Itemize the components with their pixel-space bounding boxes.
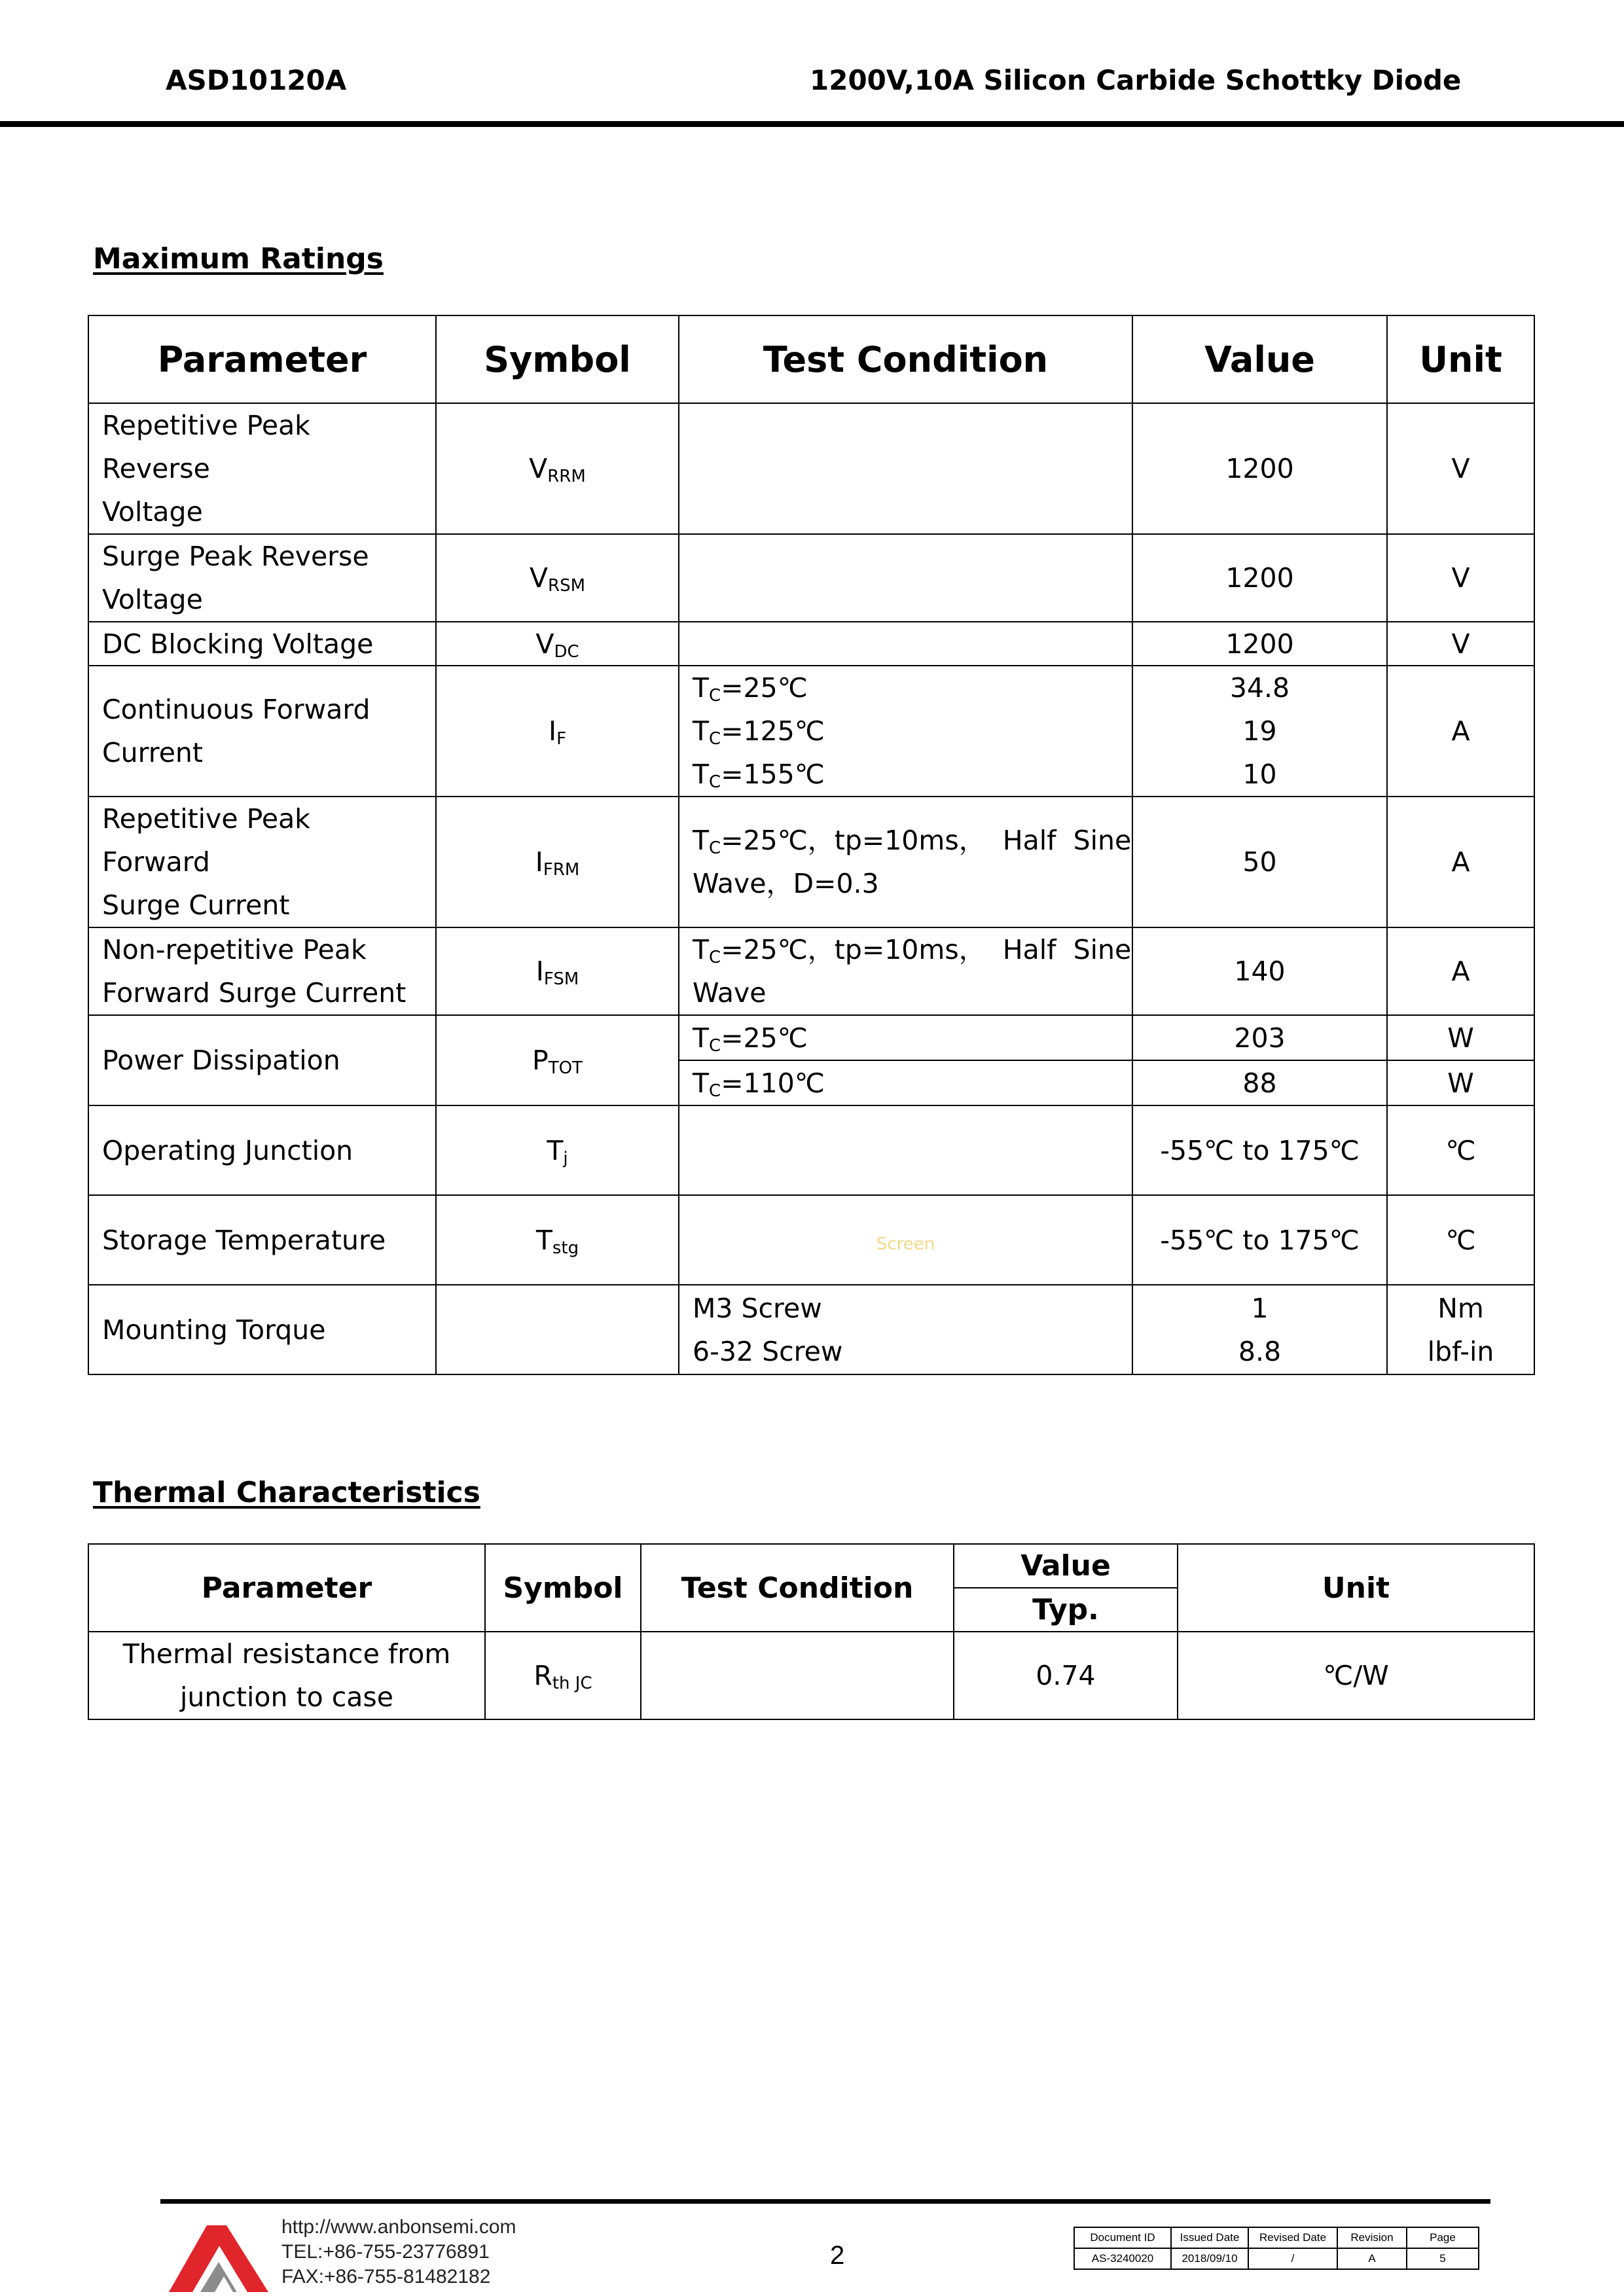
- symbol-cell: $I_F$: [436, 666, 679, 797]
- doc-header-issued: Issued Date: [1171, 2227, 1248, 2248]
- col-header-value: Value: [954, 1544, 1178, 1588]
- doc-revision: A: [1337, 2248, 1407, 2269]
- value-cell: -55℃ to 175℃: [1132, 1195, 1387, 1285]
- doc-header-row: [1074, 2227, 1479, 2248]
- param-cell: Repetitive Peak Reverse Voltage: [88, 403, 436, 534]
- page-number: 2: [830, 2241, 845, 2270]
- symbol-cell: $V_{DC}$: [436, 622, 679, 666]
- table-header-row: [88, 315, 1534, 403]
- value-cell: 1200: [1132, 534, 1387, 622]
- param-cell: Storage Temperature: [88, 1195, 436, 1285]
- table-header-row: [88, 1544, 1534, 1588]
- col-header-value: Value: [1132, 315, 1387, 403]
- param-cell: Power Dissipation: [88, 1015, 436, 1105]
- table-row: [88, 534, 1534, 622]
- param-cell: Repetitive Peak Forward Surge Current: [88, 797, 436, 927]
- unit-cell: A: [1387, 927, 1534, 1015]
- unit-cell: W: [1387, 1060, 1534, 1105]
- value-cell: 0.74: [954, 1632, 1178, 1719]
- symbol-cell: [436, 1285, 679, 1374]
- symbol-cell: $V_{RSM}$: [436, 534, 679, 622]
- table-row: [88, 927, 1534, 1015]
- phone-number: TEL:+86-755-23776891: [281, 2241, 490, 2263]
- unit-cell: ℃/W: [1178, 1632, 1534, 1719]
- param-cell: Operating Junction: [88, 1105, 436, 1195]
- col-header-unit: Unit: [1387, 315, 1534, 403]
- max-ratings-table: [88, 315, 1535, 1375]
- value-cell: 203: [1132, 1015, 1387, 1060]
- symbol-cell: $I_{FSM}$: [436, 927, 679, 1015]
- table-row: [88, 1015, 1534, 1060]
- document-title: 1200V,10A Silicon Carbide Schottky Diode: [810, 64, 1462, 96]
- doc-header-revision: Revision: [1337, 2227, 1407, 2248]
- condition-cell: [679, 403, 1132, 534]
- header-rule: [0, 121, 1624, 127]
- param-cell: Mounting Torque: [88, 1285, 436, 1374]
- table-row: [88, 797, 1534, 927]
- doc-revised-date: /: [1248, 2248, 1337, 2269]
- doc-value-row: [1074, 2248, 1479, 2269]
- footer-rule: [160, 2199, 1490, 2204]
- condition-cell: [641, 1632, 954, 1719]
- doc-issued-date: 2018/09/10: [1171, 2248, 1248, 2269]
- unit-cell: ℃: [1387, 1105, 1534, 1195]
- doc-id: AS-3240020: [1074, 2248, 1171, 2269]
- max-ratings-title: Maximum Ratings: [93, 242, 384, 276]
- col-header-symbol: Symbol: [485, 1544, 641, 1632]
- unit-cell: A: [1387, 666, 1534, 797]
- condition-cell: M3 Screw 6-32 Screw: [679, 1285, 1132, 1374]
- value-cell: 1200: [1132, 403, 1387, 534]
- unit-cell: A: [1387, 797, 1534, 927]
- unit-cell: V: [1387, 534, 1534, 622]
- col-header-symbol: Symbol: [436, 315, 679, 403]
- document-info-table: [1074, 2227, 1479, 2270]
- condition-cell: [679, 1105, 1132, 1195]
- table-row: [88, 1632, 1534, 1719]
- col-header-unit: Unit: [1178, 1544, 1534, 1632]
- condition-cell: $T_C=25℃$: [679, 1015, 1132, 1060]
- doc-page-count: 5: [1407, 2248, 1479, 2269]
- website-link[interactable]: http://www.anbonsemi.com: [281, 2216, 516, 2238]
- condition-cell: [679, 622, 1132, 666]
- value-cell: -55℃ to 175℃: [1132, 1105, 1387, 1195]
- table-row: [88, 1195, 1534, 1285]
- value-cell: 88: [1132, 1060, 1387, 1105]
- doc-header-id: Document ID: [1074, 2227, 1171, 2248]
- condition-cell: $T_C=110℃$: [679, 1060, 1132, 1105]
- col-header-parameter: Parameter: [88, 315, 436, 403]
- unit-cell: V: [1387, 403, 1534, 534]
- col-header-typ: Typ.: [954, 1588, 1178, 1632]
- value-cell: 1200: [1132, 622, 1387, 666]
- unit-cell: W: [1387, 1015, 1534, 1060]
- value-cell: 140: [1132, 927, 1387, 1015]
- unit-cell: ℃: [1387, 1195, 1534, 1285]
- unit-cell: V: [1387, 622, 1534, 666]
- condition-cell: $T_C=25℃$ $T_C=125℃$ $T_C=155℃$: [679, 666, 1132, 797]
- symbol-cell: $T_{stg}$: [436, 1195, 679, 1285]
- thermal-title: Thermal Characteristics: [93, 1476, 480, 1509]
- param-cell: Thermal resistance from junction to case: [88, 1632, 485, 1719]
- value-cell: 50: [1132, 797, 1387, 927]
- company-logo: [169, 2219, 268, 2292]
- table-row: [88, 1105, 1534, 1195]
- symbol-cell: $R_{th JC}$: [485, 1632, 641, 1719]
- value-cell: 34.8 19 10: [1132, 666, 1387, 797]
- condition-cell: $T_C=25℃$，tp=10ms， Half Sine Wave，D=0.3: [679, 797, 1132, 927]
- symbol-cell: $P_{TOT}$: [436, 1015, 679, 1105]
- col-header-parameter: Parameter: [88, 1544, 485, 1632]
- symbol-cell: $I_{FRM}$: [436, 797, 679, 927]
- footer-contact: [281, 2215, 516, 2289]
- condition-cell: $T_C=25℃$，tp=10ms， Half Sine Wave: [679, 927, 1132, 1015]
- fax-number: FAX:+86-755-81482182: [281, 2266, 491, 2287]
- condition-cell: [679, 534, 1132, 622]
- table-row: [88, 666, 1534, 797]
- unit-cell: Nm lbf-in: [1387, 1285, 1534, 1374]
- table-row: [88, 1285, 1534, 1374]
- symbol-cell: $V_{RRM}$: [436, 403, 679, 534]
- value-cell: 1 8.8: [1132, 1285, 1387, 1374]
- ghost-text: Screen: [876, 1234, 935, 1254]
- col-header-test-condition: Test Condition: [641, 1544, 954, 1632]
- condition-cell: [679, 1195, 1132, 1285]
- col-header-test-condition: Test Condition: [679, 315, 1132, 403]
- table-row: [88, 403, 1534, 534]
- param-cell: Non-repetitive Peak Forward Surge Current: [88, 927, 436, 1015]
- doc-header-revised: Revised Date: [1248, 2227, 1337, 2248]
- param-cell: DC Blocking Voltage: [88, 622, 436, 666]
- symbol-cell: $T_j$: [436, 1105, 679, 1195]
- table-row: [88, 622, 1534, 666]
- param-cell: Continuous Forward Current: [88, 666, 436, 797]
- param-cell: Surge Peak Reverse Voltage: [88, 534, 436, 622]
- part-number: ASD10120A: [166, 64, 347, 96]
- thermal-table: [88, 1543, 1535, 1720]
- doc-header-page: Page: [1407, 2227, 1479, 2248]
